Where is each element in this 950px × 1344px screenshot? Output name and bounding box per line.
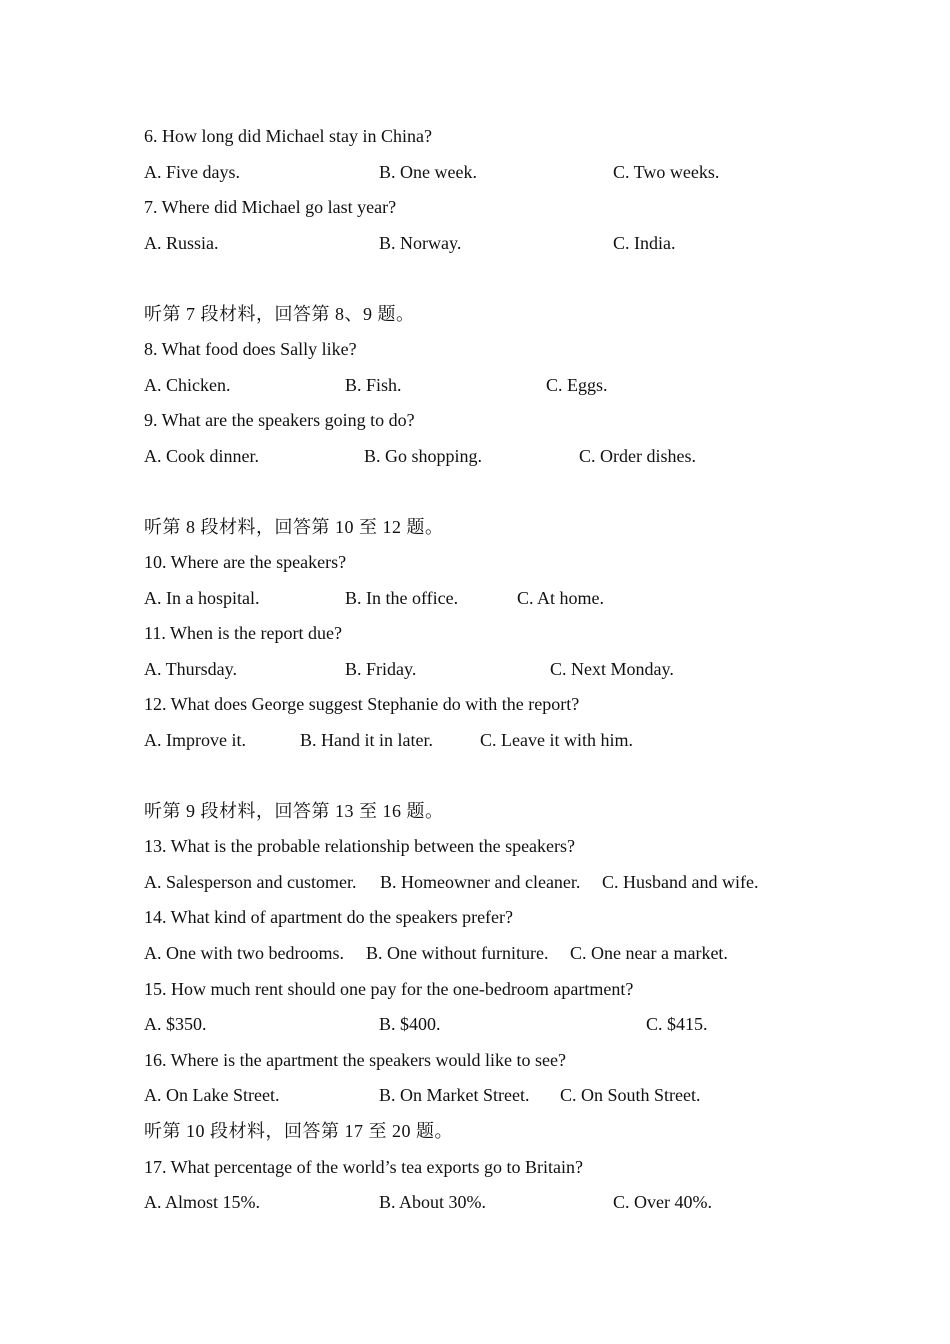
question-7: 7. Where did Michael go last year? [144, 197, 397, 217]
q8-option-a: A. Chicken. [144, 375, 231, 395]
q13-option-a: A. Salesperson and customer. [144, 872, 357, 892]
q10-option-c: C. At home. [517, 588, 605, 608]
question-14: 14. What kind of apartment do the speakers prefer? [144, 907, 514, 927]
q14-option-c: C. One near a market. [570, 943, 728, 963]
section-9-heading: 听第 9 段材料，回答第 13 至 16 题。 [144, 801, 444, 821]
q7-option-c: C. India. [613, 233, 676, 253]
q10-option-b: B. In the office. [345, 588, 459, 608]
q16-option-c: C. On South Street. [560, 1085, 701, 1105]
q15-option-c: C. $415. [646, 1014, 708, 1034]
section-7-heading: 听第 7 段材料，回答第 8、9 题。 [144, 304, 415, 324]
q13-option-b: B. Homeowner and cleaner. [380, 872, 581, 892]
q7-option-b: B. Norway. [379, 233, 462, 253]
q9-option-a: A. Cook dinner. [144, 446, 259, 466]
q17-option-c: C. Over 40%. [613, 1192, 712, 1212]
q14-option-b: B. One without furniture. [366, 943, 549, 963]
section-8-heading: 听第 8 段材料，回答第 10 至 12 题。 [144, 517, 444, 537]
question-9: 9. What are the speakers going to do? [144, 410, 415, 430]
q12-option-a: A. Improve it. [144, 730, 246, 750]
q8-option-c: C. Eggs. [546, 375, 608, 395]
q7-option-a: A. Russia. [144, 233, 219, 253]
q8-option-b: B. Fish. [345, 375, 402, 395]
question-15: 15. How much rent should one pay for the one-bedroom apartment? [144, 979, 634, 999]
q15-option-a: A. $350. [144, 1014, 207, 1034]
question-8: 8. What food does Sally like? [144, 339, 357, 359]
q6-option-b: B. One week. [379, 162, 477, 182]
q12-option-c: C. Leave it with him. [480, 730, 633, 750]
question-6: 6. How long did Michael stay in China? [144, 126, 432, 146]
question-17: 17. What percentage of the world’s tea exports go to Britain? [144, 1157, 584, 1177]
question-11: 11. When is the report due? [144, 623, 342, 643]
q11-option-c: C. Next Monday. [550, 659, 674, 679]
q9-option-c: C. Order dishes. [579, 446, 696, 466]
question-13: 13. What is the probable relationship between the speakers? [144, 836, 576, 856]
question-16: 16. Where is the apartment the speakers would like to see? [144, 1050, 567, 1070]
q17-option-a: A. Almost 15%. [144, 1192, 261, 1212]
q16-option-b: B. On Market Street. [379, 1085, 530, 1105]
question-12: 12. What does George suggest Stephanie do with the report? [144, 694, 580, 714]
q15-option-b: B. $400. [379, 1014, 441, 1034]
q6-option-c: C. Two weeks. [613, 162, 720, 182]
q16-option-a: A. On Lake Street. [144, 1085, 280, 1105]
q9-option-b: B. Go shopping. [364, 446, 483, 466]
section-10-heading: 听第 10 段材料，回答第 17 至 20 题。 [144, 1121, 453, 1141]
q13-option-c: C. Husband and wife. [602, 872, 759, 892]
q10-option-a: A. In a hospital. [144, 588, 260, 608]
q11-option-b: B. Friday. [345, 659, 417, 679]
q14-option-a: A. One with two bedrooms. [144, 943, 344, 963]
q6-option-a: A. Five days. [144, 162, 240, 182]
q17-option-b: B. About 30%. [379, 1192, 487, 1212]
q12-option-b: B. Hand it in later. [300, 730, 433, 750]
question-10: 10. Where are the speakers? [144, 552, 347, 572]
q11-option-a: A. Thursday. [144, 659, 237, 679]
